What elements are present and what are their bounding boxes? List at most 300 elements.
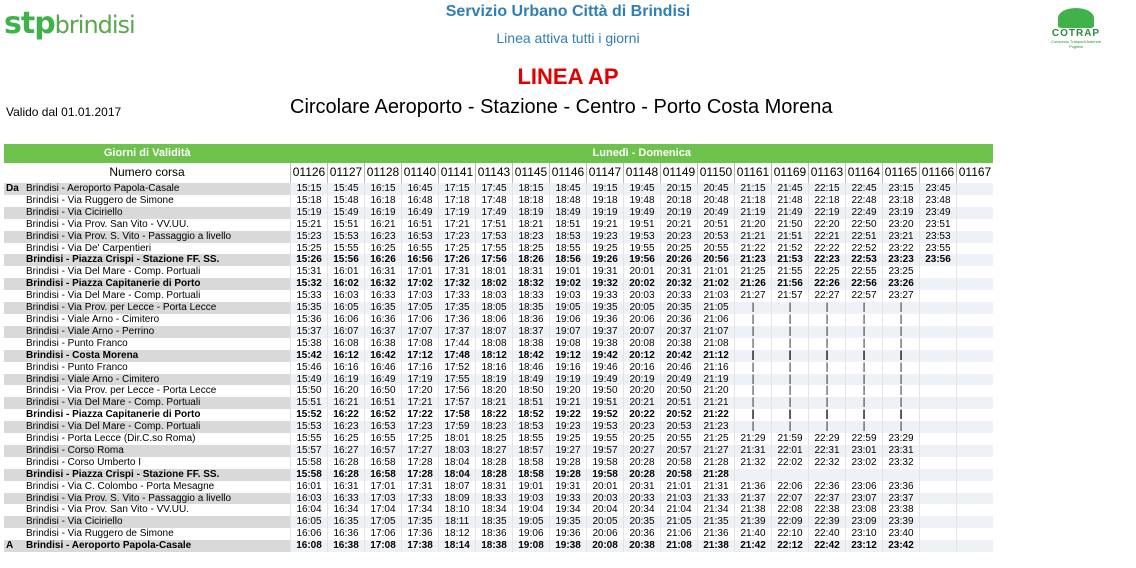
time-cell: 16:08 bbox=[291, 540, 328, 552]
time-cell: | bbox=[809, 338, 846, 350]
time-cell: 17:20 bbox=[402, 385, 439, 397]
time-cell: 21:12 bbox=[698, 350, 735, 362]
time-cell bbox=[920, 421, 957, 433]
time-cell bbox=[957, 445, 994, 457]
time-cell: 15:45 bbox=[328, 183, 365, 195]
time-cell: | bbox=[735, 362, 772, 374]
time-cell: 16:33 bbox=[328, 493, 365, 505]
time-cell: 23:07 bbox=[846, 493, 883, 505]
time-cell: 17:01 bbox=[402, 266, 439, 278]
time-cell: 22:07 bbox=[772, 493, 809, 505]
table-row bbox=[4, 481, 993, 493]
cotrap-logo-tagline: Consorzio Trasporti Aziende Pugliesi bbox=[1050, 39, 1102, 49]
time-cell: 19:31 bbox=[587, 266, 624, 278]
time-cell bbox=[957, 254, 994, 266]
time-cell: 20:36 bbox=[624, 528, 661, 540]
stop-mark bbox=[4, 481, 24, 493]
time-cell bbox=[957, 540, 994, 552]
time-cell: 18:16 bbox=[476, 362, 513, 374]
time-cell: 23:22 bbox=[883, 243, 920, 255]
stop-mark bbox=[4, 195, 24, 207]
table-row bbox=[4, 493, 993, 505]
table-row bbox=[4, 385, 993, 397]
time-cell: 16:06 bbox=[291, 528, 328, 540]
time-cell: 17:02 bbox=[402, 278, 439, 290]
time-cell: 23:06 bbox=[846, 481, 883, 493]
time-cell: 20:33 bbox=[661, 290, 698, 302]
time-cell: 21:02 bbox=[698, 278, 735, 290]
time-cell: 19:55 bbox=[587, 433, 624, 445]
time-cell: 21:31 bbox=[735, 445, 772, 457]
time-cell: 16:19 bbox=[365, 207, 402, 219]
time-cell: 16:36 bbox=[328, 528, 365, 540]
time-cell: 17:21 bbox=[439, 219, 476, 231]
time-cell: 22:08 bbox=[772, 504, 809, 516]
stop-mark bbox=[4, 314, 24, 326]
time-cell: 17:31 bbox=[402, 481, 439, 493]
time-cell: 19:49 bbox=[587, 374, 624, 386]
stop-name: Brindisi - Via Prov. per Lecce - Porta Lecce bbox=[26, 385, 217, 397]
time-cell: 18:38 bbox=[476, 540, 513, 552]
time-cell: 16:05 bbox=[328, 302, 365, 314]
time-cell: 20:20 bbox=[624, 385, 661, 397]
time-cell: 21:38 bbox=[698, 540, 735, 552]
time-cell: 20:02 bbox=[624, 278, 661, 290]
time-cell: 16:03 bbox=[328, 290, 365, 302]
run-number: 01126 bbox=[291, 163, 328, 183]
time-cell: 17:48 bbox=[476, 195, 513, 207]
time-cell: 22:32 bbox=[809, 457, 846, 469]
time-cell bbox=[957, 231, 994, 243]
time-cell: 18:35 bbox=[476, 516, 513, 528]
time-cell: 16:42 bbox=[365, 350, 402, 362]
cotrap-logo-text: COTRAP bbox=[1051, 28, 1101, 39]
time-cell: 18:21 bbox=[476, 397, 513, 409]
time-cell: 20:19 bbox=[661, 207, 698, 219]
time-cell bbox=[846, 469, 883, 481]
time-cell: 18:56 bbox=[550, 254, 587, 266]
time-cell: 23:21 bbox=[883, 231, 920, 243]
time-cell bbox=[957, 421, 994, 433]
time-cell bbox=[957, 314, 994, 326]
time-cell: 15:52 bbox=[291, 409, 328, 421]
time-cell bbox=[957, 504, 994, 516]
stop-name: Brindisi - Viale Arno - Perrino bbox=[24, 326, 291, 338]
time-cell: 20:23 bbox=[661, 231, 698, 243]
time-cell: 21:05 bbox=[698, 302, 735, 314]
time-cell: 17:53 bbox=[476, 231, 513, 243]
time-cell: 23:26 bbox=[883, 278, 920, 290]
time-cell bbox=[920, 493, 957, 505]
time-cell: 19:50 bbox=[587, 385, 624, 397]
stop-mark bbox=[4, 374, 24, 386]
time-cell bbox=[957, 409, 994, 421]
time-cell: 18:49 bbox=[550, 207, 587, 219]
table-row bbox=[4, 409, 993, 421]
time-cell: | bbox=[883, 302, 920, 314]
time-cell: 16:01 bbox=[291, 481, 328, 493]
time-cell: 15:15 bbox=[291, 183, 328, 195]
time-cell: 16:16 bbox=[328, 362, 365, 374]
time-cell: 22:19 bbox=[809, 207, 846, 219]
run-number: 01150 bbox=[698, 163, 735, 183]
time-cell: 22:31 bbox=[809, 445, 846, 457]
time-cell: 22:02 bbox=[772, 457, 809, 469]
validity-header-row bbox=[4, 144, 993, 163]
time-cell bbox=[920, 469, 957, 481]
time-cell: 16:31 bbox=[328, 481, 365, 493]
time-cell: 21:06 bbox=[661, 528, 698, 540]
time-cell: 19:25 bbox=[550, 433, 587, 445]
run-number: 01163 bbox=[809, 163, 846, 183]
stop-mark bbox=[4, 516, 24, 528]
time-cell: | bbox=[846, 362, 883, 374]
time-cell bbox=[957, 183, 994, 195]
time-cell: 16:48 bbox=[402, 195, 439, 207]
time-cell: | bbox=[772, 338, 809, 350]
time-cell: | bbox=[809, 326, 846, 338]
time-cell: 21:55 bbox=[772, 266, 809, 278]
time-cell bbox=[957, 290, 994, 302]
time-cell: 16:35 bbox=[365, 302, 402, 314]
time-cell bbox=[920, 516, 957, 528]
time-cell: 19:57 bbox=[587, 445, 624, 457]
time-cell: 16:05 bbox=[291, 516, 328, 528]
stop-name: Brindisi - Via Prov. S. Vito - Passaggio a livello bbox=[24, 231, 291, 243]
time-cell: 17:45 bbox=[476, 183, 513, 195]
time-cell: 22:15 bbox=[809, 183, 846, 195]
time-cell: 23:51 bbox=[920, 219, 957, 231]
time-cell bbox=[957, 457, 994, 469]
run-number: 01141 bbox=[439, 163, 476, 183]
time-cell: 16:33 bbox=[365, 290, 402, 302]
time-cell: 16:58 bbox=[365, 469, 402, 481]
time-cell: 16:25 bbox=[328, 433, 365, 445]
time-cell bbox=[920, 266, 957, 278]
time-cell: 17:35 bbox=[402, 516, 439, 528]
time-cell: 21:07 bbox=[698, 326, 735, 338]
time-cell: 18:49 bbox=[513, 374, 550, 386]
time-cell: 19:20 bbox=[550, 385, 587, 397]
time-cell: | bbox=[772, 397, 809, 409]
time-cell: 18:50 bbox=[513, 385, 550, 397]
time-cell: 17:16 bbox=[402, 362, 439, 374]
time-cell: 21:23 bbox=[735, 254, 772, 266]
time-cell: 18:42 bbox=[513, 350, 550, 362]
time-cell: 22:18 bbox=[809, 195, 846, 207]
time-cell bbox=[957, 362, 994, 374]
time-cell: 21:08 bbox=[661, 540, 698, 552]
stop-name: Brindisi - Via Del Mare - Comp. Portuali bbox=[26, 290, 201, 302]
validity-label: Giorni di Validità bbox=[4, 144, 291, 163]
time-cell: 19:05 bbox=[550, 302, 587, 314]
stop-name: Brindisi - Porta Lecce (Dir.C.so Roma) bbox=[26, 433, 196, 445]
time-cell: 21:28 bbox=[698, 469, 735, 481]
stop-name: Brindisi - Punto Franco bbox=[26, 337, 128, 349]
time-cell: 15:51 bbox=[328, 219, 365, 231]
time-cell: 18:05 bbox=[476, 302, 513, 314]
time-cell: 22:27 bbox=[809, 290, 846, 302]
time-cell: 18:22 bbox=[476, 409, 513, 421]
time-cell: 18:34 bbox=[476, 504, 513, 516]
time-cell bbox=[920, 350, 957, 362]
time-cell: | bbox=[883, 421, 920, 433]
time-cell: 21:36 bbox=[735, 481, 772, 493]
time-cell: 19:22 bbox=[550, 409, 587, 421]
time-cell: 16:22 bbox=[328, 409, 365, 421]
time-cell: 20:31 bbox=[661, 266, 698, 278]
stop-name: Brindisi - Punto Franco bbox=[26, 361, 128, 373]
time-cell: 23:10 bbox=[846, 528, 883, 540]
stop-mark bbox=[4, 207, 24, 219]
time-cell: 17:37 bbox=[439, 326, 476, 338]
time-cell: 17:56 bbox=[476, 254, 513, 266]
time-cell: | bbox=[809, 362, 846, 374]
time-cell: 19:04 bbox=[513, 504, 550, 516]
time-cell bbox=[957, 278, 994, 290]
time-cell: 21:28 bbox=[698, 457, 735, 469]
time-cell: 19:08 bbox=[550, 338, 587, 350]
time-cell: | bbox=[883, 409, 920, 421]
time-cell: 15:55 bbox=[328, 243, 365, 255]
time-cell: 19:23 bbox=[550, 421, 587, 433]
time-cell: 20:53 bbox=[661, 421, 698, 433]
time-cell: 21:05 bbox=[661, 516, 698, 528]
time-cell: 20:52 bbox=[661, 409, 698, 421]
cotrap-logo-mark bbox=[1058, 8, 1094, 28]
time-cell: 15:21 bbox=[291, 219, 328, 231]
time-cell: 19:16 bbox=[550, 362, 587, 374]
stop-mark bbox=[4, 243, 24, 255]
time-cell: 17:19 bbox=[402, 374, 439, 386]
time-cell: 20:33 bbox=[624, 493, 661, 505]
time-cell: 22:01 bbox=[772, 445, 809, 457]
time-cell: 18:06 bbox=[476, 314, 513, 326]
time-cell: | bbox=[883, 350, 920, 362]
time-cell bbox=[920, 278, 957, 290]
time-cell: 23:37 bbox=[883, 493, 920, 505]
time-cell: 18:51 bbox=[513, 397, 550, 409]
time-cell: 17:57 bbox=[439, 397, 476, 409]
time-cell: 18:46 bbox=[513, 362, 550, 374]
time-cell bbox=[920, 504, 957, 516]
time-cell: 18:07 bbox=[476, 326, 513, 338]
table-row bbox=[4, 504, 993, 516]
time-cell: 23:25 bbox=[883, 266, 920, 278]
time-cell: 20:25 bbox=[661, 243, 698, 255]
time-cell: 21:56 bbox=[772, 278, 809, 290]
time-cell: 15:37 bbox=[291, 326, 328, 338]
time-cell: 16:07 bbox=[328, 326, 365, 338]
time-cell: 18:04 bbox=[439, 469, 476, 481]
time-cell: 19:26 bbox=[587, 254, 624, 266]
timetable bbox=[4, 144, 993, 552]
stop-name: Brindisi - Corso Roma bbox=[24, 445, 291, 457]
time-cell: 17:28 bbox=[402, 457, 439, 469]
time-cell: 19:55 bbox=[624, 243, 661, 255]
time-cell: 22:25 bbox=[809, 266, 846, 278]
time-cell: 20:57 bbox=[661, 445, 698, 457]
time-cell: | bbox=[735, 302, 772, 314]
time-cell: 19:06 bbox=[513, 528, 550, 540]
time-cell: 18:53 bbox=[550, 231, 587, 243]
time-cell: 17:58 bbox=[439, 409, 476, 421]
time-cell bbox=[920, 290, 957, 302]
table-row bbox=[4, 219, 993, 231]
time-cell bbox=[957, 266, 994, 278]
time-cell: 18:53 bbox=[513, 421, 550, 433]
time-cell: 15:51 bbox=[291, 397, 328, 409]
time-cell: 17:38 bbox=[402, 540, 439, 552]
time-cell: 19:32 bbox=[587, 278, 624, 290]
stop-name: Brindisi - Via Prov. per Lecce - Porta Lecce bbox=[24, 302, 291, 314]
stop-name: Brindisi - Aeroporto Papola-Casale bbox=[24, 183, 291, 195]
stop-mark bbox=[4, 409, 24, 421]
time-cell: 23:31 bbox=[883, 445, 920, 457]
time-cell: 19:06 bbox=[550, 314, 587, 326]
table-row bbox=[4, 433, 993, 445]
time-cell: 18:58 bbox=[513, 469, 550, 481]
time-cell: 23:53 bbox=[920, 231, 957, 243]
time-cell: | bbox=[809, 374, 846, 386]
time-cell: 22:29 bbox=[809, 433, 846, 445]
time-cell: 16:51 bbox=[402, 219, 439, 231]
time-cell: 20:05 bbox=[587, 516, 624, 528]
time-cell: 18:10 bbox=[439, 504, 476, 516]
time-cell: 20:15 bbox=[661, 183, 698, 195]
time-cell: 23:39 bbox=[883, 516, 920, 528]
time-cell: 23:49 bbox=[920, 207, 957, 219]
time-cell: 21:29 bbox=[735, 433, 772, 445]
time-cell: 20:12 bbox=[624, 350, 661, 362]
time-cell: 17:44 bbox=[439, 338, 476, 350]
table-row bbox=[4, 278, 993, 290]
time-cell: 18:35 bbox=[513, 302, 550, 314]
time-cell bbox=[957, 469, 994, 481]
time-cell: 18:25 bbox=[476, 433, 513, 445]
time-cell: 20:08 bbox=[624, 338, 661, 350]
time-cell: 18:01 bbox=[439, 433, 476, 445]
time-cell: 21:03 bbox=[661, 493, 698, 505]
time-cell: | bbox=[735, 397, 772, 409]
time-cell: 17:23 bbox=[402, 421, 439, 433]
time-cell bbox=[772, 469, 809, 481]
time-cell: 15:32 bbox=[291, 278, 328, 290]
time-cell: 19:36 bbox=[587, 314, 624, 326]
stop-mark: A bbox=[4, 540, 24, 552]
time-cell: 19:56 bbox=[624, 254, 661, 266]
time-cell: 18:58 bbox=[513, 457, 550, 469]
time-cell: 16:46 bbox=[365, 362, 402, 374]
time-cell: 15:18 bbox=[291, 195, 328, 207]
days-label: Lunedì - Domenica bbox=[291, 144, 994, 163]
time-cell: 18:19 bbox=[476, 374, 513, 386]
time-cell: 21:32 bbox=[735, 457, 772, 469]
stop-name: Brindisi - Via Ciciriello bbox=[24, 207, 291, 219]
time-cell: 18:37 bbox=[513, 326, 550, 338]
time-cell: 17:15 bbox=[439, 183, 476, 195]
time-cell: 21:01 bbox=[698, 266, 735, 278]
time-cell: | bbox=[883, 314, 920, 326]
time-cell bbox=[920, 457, 957, 469]
time-cell: 15:23 bbox=[291, 231, 328, 243]
time-cell: 20:28 bbox=[624, 469, 661, 481]
stop-mark bbox=[4, 397, 24, 409]
time-cell: | bbox=[772, 409, 809, 421]
time-cell: 16:52 bbox=[365, 409, 402, 421]
table-row bbox=[4, 207, 993, 219]
time-cell: | bbox=[772, 302, 809, 314]
stop-mark bbox=[4, 278, 24, 290]
time-cell: 19:05 bbox=[513, 516, 550, 528]
time-cell: 19:35 bbox=[550, 516, 587, 528]
time-cell: 21:49 bbox=[772, 207, 809, 219]
time-cell: 17:51 bbox=[476, 219, 513, 231]
time-cell: 23:32 bbox=[883, 457, 920, 469]
time-cell: 16:02 bbox=[328, 278, 365, 290]
time-cell: 21:03 bbox=[698, 290, 735, 302]
time-cell: 16:12 bbox=[328, 350, 365, 362]
time-cell: 17:01 bbox=[365, 481, 402, 493]
time-cell: 21:52 bbox=[772, 243, 809, 255]
stop-name: Brindisi - Via Del Mare - Comp. Portuali bbox=[26, 266, 201, 278]
time-cell: 19:02 bbox=[550, 278, 587, 290]
time-cell: 19:46 bbox=[587, 362, 624, 374]
time-cell: 23:09 bbox=[846, 516, 883, 528]
time-cell: | bbox=[809, 397, 846, 409]
stop-name: Brindisi - Viale Arno - Cimitero bbox=[26, 313, 160, 325]
stop-name: Brindisi - Aeroporto Papola-Casale bbox=[24, 540, 291, 552]
time-cell: 18:23 bbox=[513, 231, 550, 243]
time-cell bbox=[883, 469, 920, 481]
time-cell: 18:31 bbox=[476, 481, 513, 493]
time-cell: | bbox=[846, 421, 883, 433]
time-cell: 21:59 bbox=[772, 433, 809, 445]
time-cell: | bbox=[735, 314, 772, 326]
time-cell: | bbox=[735, 338, 772, 350]
stop-mark bbox=[4, 493, 24, 505]
time-cell: 19:03 bbox=[513, 493, 550, 505]
table-row bbox=[4, 266, 993, 278]
time-cell: 21:22 bbox=[735, 243, 772, 255]
time-cell: 19:53 bbox=[624, 231, 661, 243]
stop-mark bbox=[4, 338, 24, 350]
time-cell bbox=[735, 469, 772, 481]
time-cell: 20:58 bbox=[661, 469, 698, 481]
cotrap-logo bbox=[1046, 8, 1106, 49]
time-cell: 18:25 bbox=[513, 243, 550, 255]
stop-name: Brindisi - Via Ciciriello bbox=[24, 516, 291, 528]
time-cell: 16:19 bbox=[328, 374, 365, 386]
time-cell: | bbox=[883, 374, 920, 386]
time-cell: 23:01 bbox=[846, 445, 883, 457]
time-cell: 19:52 bbox=[587, 409, 624, 421]
time-cell: 18:08 bbox=[476, 338, 513, 350]
time-cell: 17:05 bbox=[402, 302, 439, 314]
time-cell: 16:01 bbox=[328, 266, 365, 278]
time-cell: 22:36 bbox=[809, 481, 846, 493]
time-cell: | bbox=[772, 350, 809, 362]
time-cell: 18:15 bbox=[513, 183, 550, 195]
time-cell: 17:32 bbox=[439, 278, 476, 290]
time-cell: | bbox=[735, 409, 772, 421]
stop-name: Brindisi - Via Prov. San Vito - VV.UU. bbox=[26, 504, 190, 516]
time-cell: 16:34 bbox=[328, 504, 365, 516]
time-cell: 16:08 bbox=[328, 338, 365, 350]
time-cell: 19:19 bbox=[587, 207, 624, 219]
time-cell: 18:04 bbox=[439, 457, 476, 469]
time-cell: 20:46 bbox=[661, 362, 698, 374]
